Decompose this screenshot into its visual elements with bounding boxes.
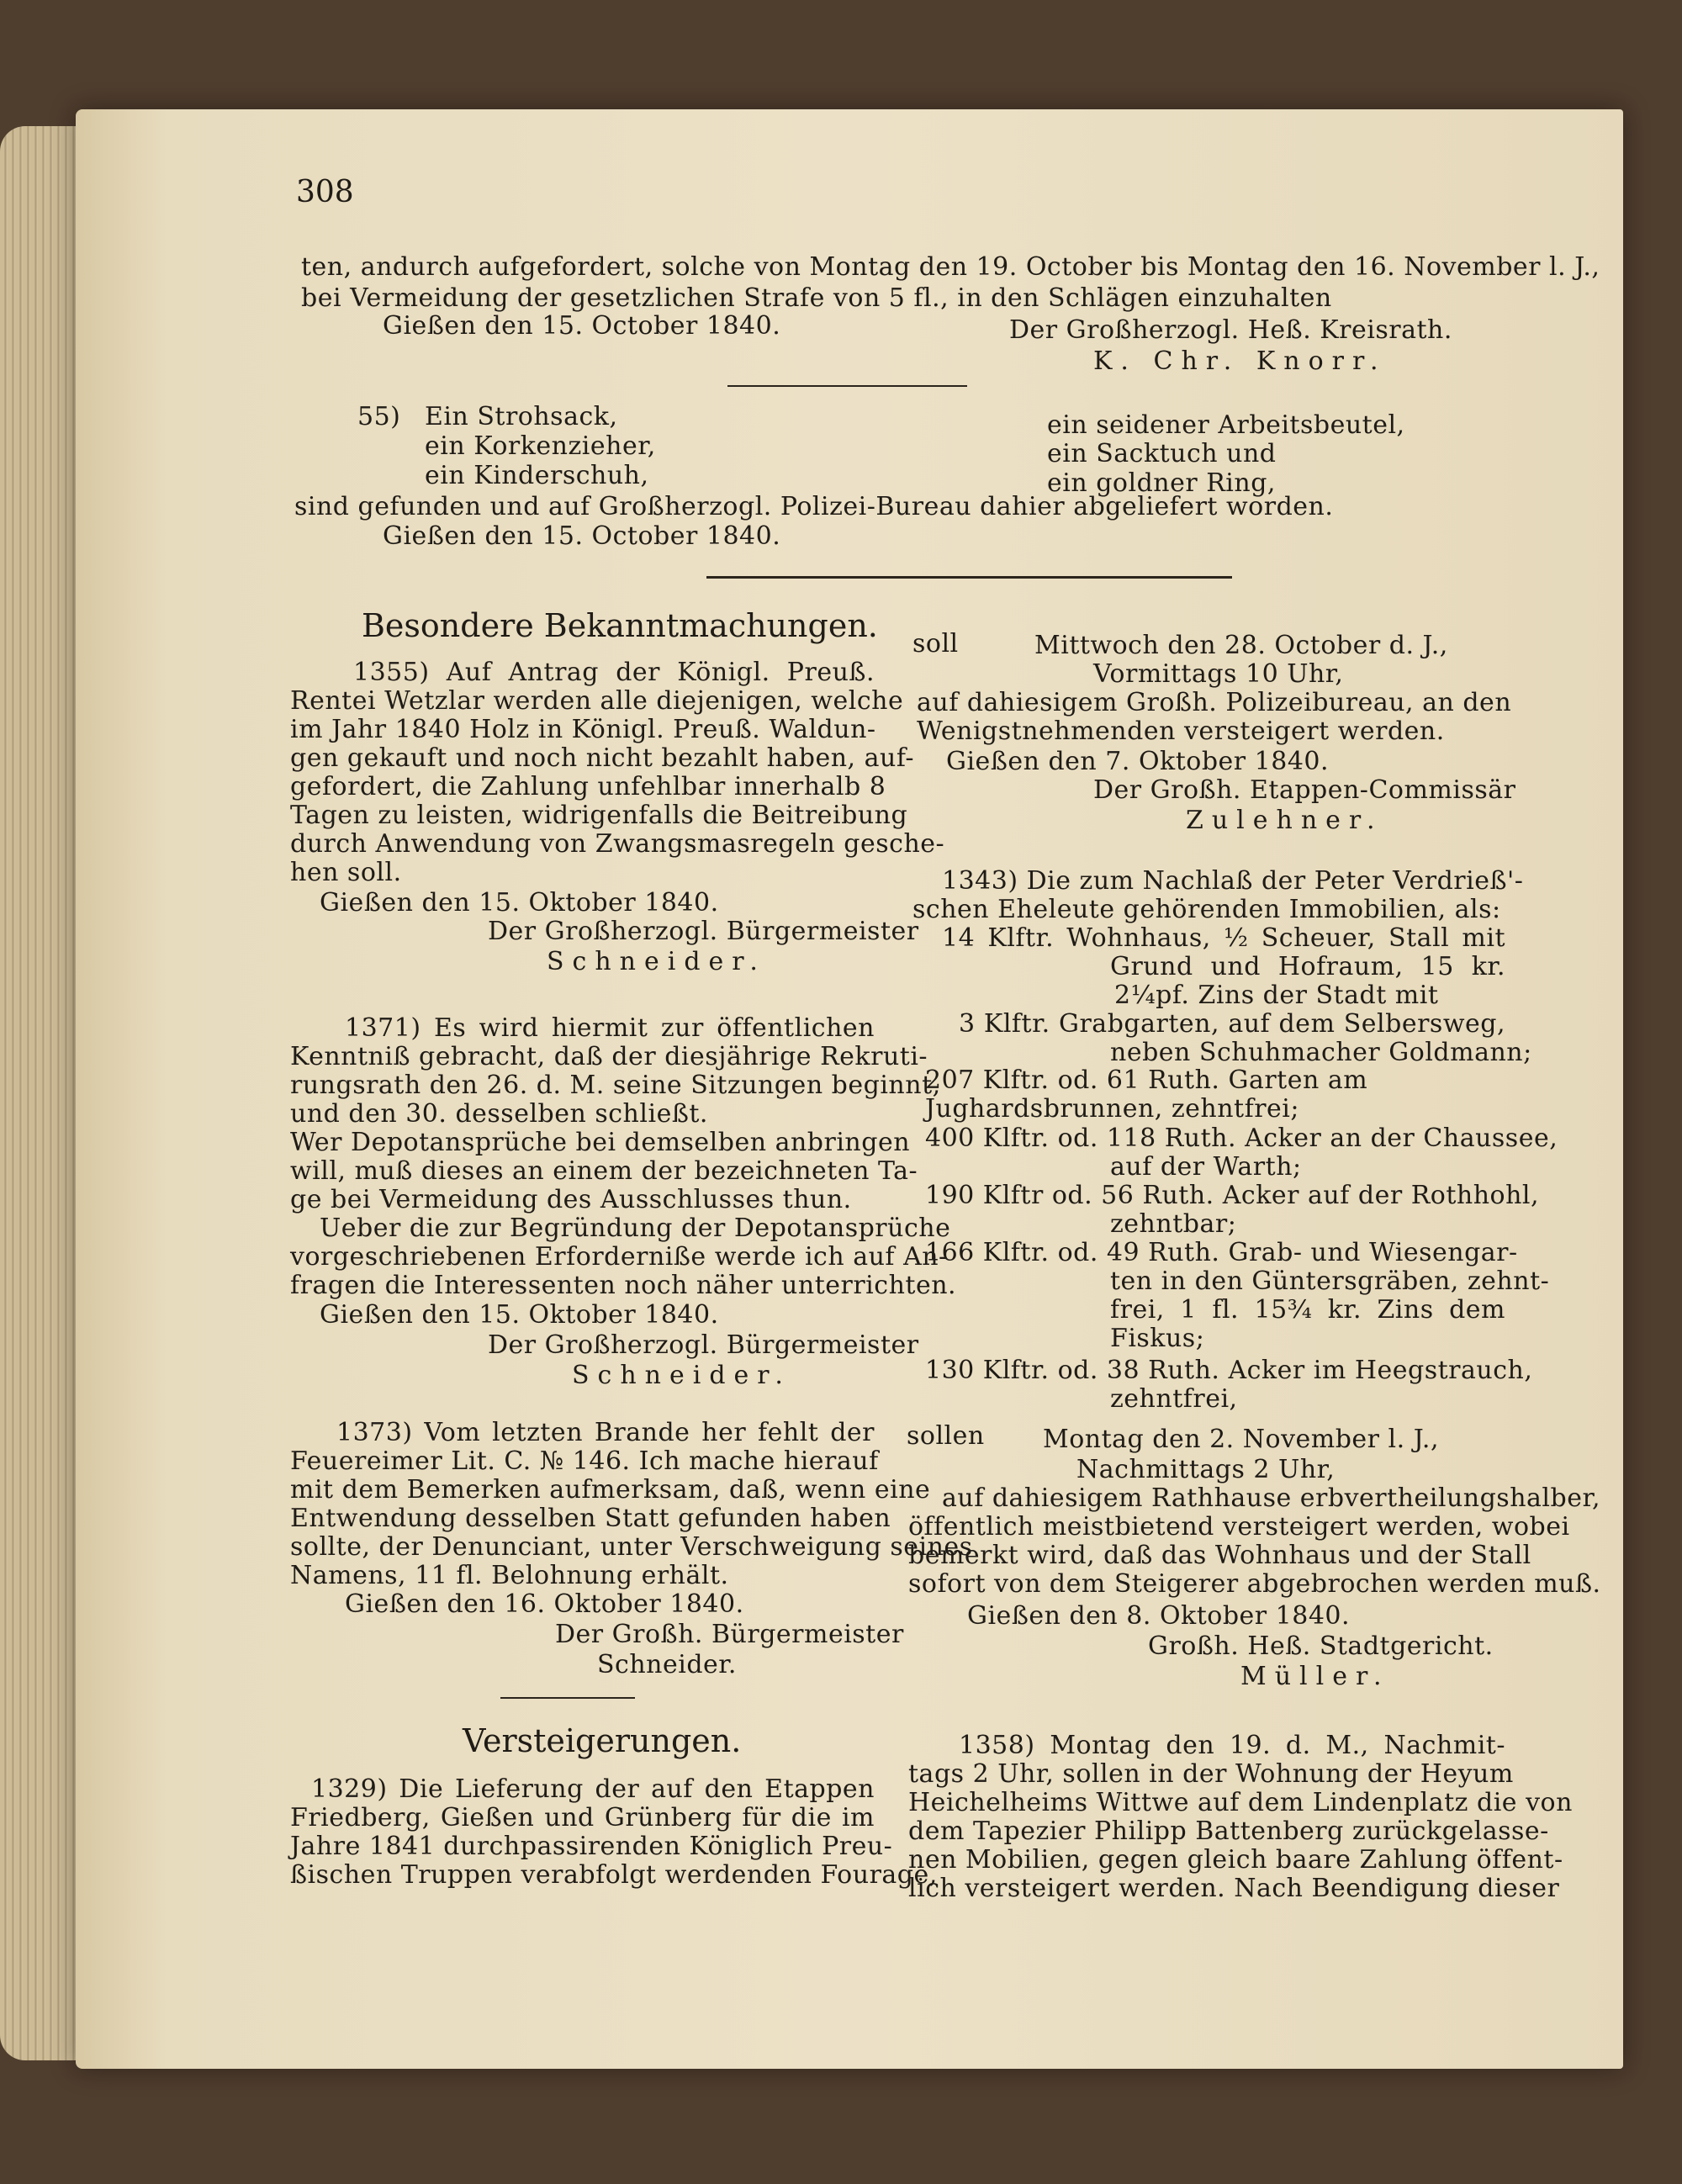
property-line: auf der Warth; <box>1110 1152 1302 1182</box>
text-line: 1355) Auf Antrag der Königl. Preuß. <box>353 658 875 687</box>
text-line: Namens, 11 fl. Belohnung erhält. <box>290 1561 729 1590</box>
top-notice-line: ten, andurch aufgefordert, solche von Montag den 19. October bis Montag den 16. November l. J., <box>301 252 1600 282</box>
notice-office: Der Großh. Bürgermeister <box>555 1620 904 1649</box>
notice-date: Gießen den 15. Oktober 1840. <box>320 1300 719 1330</box>
text-line: öffentlich meistbietend versteigert werden, wobei <box>908 1512 1570 1541</box>
text-line: ge bei Vermeidung des Ausschlusses thun. <box>290 1185 852 1214</box>
text-line: Rentei Wetzlar werden alle diejenigen, welche <box>290 686 904 716</box>
notice-date: Gießen den 16. Oktober 1840. <box>345 1589 744 1619</box>
found-item: ein goldner Ring, <box>1047 468 1276 498</box>
text-line: 1358) Montag den 19. d. M., Nachmit- <box>959 1731 1505 1760</box>
text-line: gen gekauft und noch nicht bezahlt haben, auf- <box>290 743 915 773</box>
notice-signer: Müller. <box>1240 1662 1390 1691</box>
notice-date: Gießen den 8. Oktober 1840. <box>967 1601 1351 1631</box>
text-line: will, muß dieses an einem der bezeichneten Ta- <box>290 1156 918 1186</box>
notice-signer: Zulehner. <box>1186 806 1383 835</box>
text-line: sollte, der Denunciant, unter Verschweigung seines <box>290 1532 973 1562</box>
text-line: Entwendung desselben Statt gefunden haben <box>290 1504 891 1533</box>
text-line: gefordert, die Zahlung unfehlbar innerhalb 8 <box>290 772 886 801</box>
top-notice-line: bei Vermeidung der gesetzlichen Strafe von 5 fl., in den Schlägen einzuhalten <box>301 283 1332 313</box>
text-line: nen Mobilien, gegen gleich baare Zahlung öffent- <box>908 1845 1563 1875</box>
text-line: Kenntniß gebracht, daß der diesjährige Rekruti- <box>290 1042 928 1071</box>
text-line: 1343) Die zum Nachlaß der Peter Verdrieß'- <box>942 866 1524 896</box>
notice-signer: Schneider. <box>597 1650 737 1679</box>
notice-office: Der Großh. Etappen-Commissär <box>1093 775 1516 805</box>
text-line: fragen die Interessenten noch näher unterrichten. <box>290 1271 957 1300</box>
text-line: Friedberg, Gießen und Grünberg für die im <box>290 1803 875 1832</box>
property-line: 190 Klftr od. 56 Ruth. Acker auf der Rothhohl, <box>925 1181 1540 1210</box>
found-item: Ein Strohsack, <box>425 402 618 431</box>
text-line: Montag den 2. November l. J., <box>1043 1425 1439 1454</box>
property-line: neben Schuhmacher Goldmann; <box>1110 1038 1532 1067</box>
property-line: zehntbar; <box>1110 1209 1237 1239</box>
text-line: Mittwoch den 28. October d. J., <box>1034 631 1448 660</box>
property-line: Fiskus; <box>1110 1324 1205 1353</box>
text-line: Ueber die zur Begründung der Depotansprüche <box>320 1214 951 1243</box>
property-line: 130 Klftr. od. 38 Ruth. Acker im Heegstrauch, <box>925 1356 1533 1385</box>
text-line: vorgeschriebenen Erforderniße werde ich auf An- <box>290 1242 948 1272</box>
found-item: ein Korkenzieher, <box>425 431 656 461</box>
text-line: auf dahiesigem Rathhause erbvertheilungshalber, <box>942 1483 1601 1513</box>
notice-date: Gießen den 7. Oktober 1840. <box>946 747 1330 776</box>
text-line: auf dahiesigem Großh. Polizeibureau, an den <box>917 688 1512 717</box>
property-line: 2¼pf. Zins der Stadt mit <box>1114 981 1439 1010</box>
text-line: tags 2 Uhr, sollen in der Wohnung der Heyum <box>908 1759 1514 1789</box>
property-line: 207 Klftr. od. 61 Ruth. Garten am Jughardsbrunnen, zehntfrei; <box>925 1066 1368 1124</box>
text-line: rungsrath den 26. d. M. seine Sitzungen beginnt, <box>290 1071 941 1100</box>
top-notice-date: Gießen den 15. October 1840. <box>383 311 781 341</box>
property-line: Grund und Hofraum, 15 kr. <box>1110 952 1505 981</box>
text-line: bemerkt wird, daß das Wohnhaus und der Stall <box>908 1541 1531 1570</box>
property-line: zehntfrei, <box>1110 1384 1238 1414</box>
text-line: sofort von dem Steigerer abgebrochen werden muß. <box>908 1569 1601 1599</box>
section-heading-auctions: Versteigerungen. <box>463 1722 742 1759</box>
text-line: Heichelheims Wittwe auf dem Lindenplatz die von <box>908 1788 1573 1817</box>
text-line: dem Tapezier Philipp Battenberg zurückgelasse- <box>908 1816 1549 1846</box>
found-items-statement: sind gefunden und auf Großherzogl. Polizei-Bureau dahier abgeliefert worden. <box>294 492 1334 521</box>
text-line: Wenigstnehmenden versteigert werden. <box>917 717 1445 746</box>
text-line: 1373) Vom letzten Brande her fehlt der <box>336 1418 875 1447</box>
property-line: frei, 1 fl. 15¾ kr. Zins dem <box>1110 1295 1505 1325</box>
text-line: im Jahr 1840 Holz in Königl. Preuß. Waldun- <box>290 715 876 744</box>
found-item: ein Kinderschuh, <box>425 461 649 490</box>
found-item: ein Sacktuch und <box>1047 439 1277 468</box>
text-line: durch Anwendung von Zwangsmasregeln gesche- <box>290 829 945 859</box>
notice-date: Gießen den 15. Oktober 1840. <box>320 888 719 917</box>
text-line: und den 30. desselben schließt. <box>290 1099 708 1129</box>
property-line: 400 Klftr. od. 118 Ruth. Acker an der Chaussee, <box>925 1124 1558 1153</box>
separator-rule <box>727 385 967 387</box>
top-notice-signer: K. Chr. Knorr. <box>1093 346 1387 376</box>
notice-office: Großh. Heß. Stadtgericht. <box>1148 1631 1494 1661</box>
property-line: 166 Klftr. od. 49 Ruth. Grab- und Wiesengar- <box>925 1238 1518 1267</box>
property-line: ten in den Güntersgräben, zehnt- <box>1110 1267 1550 1296</box>
notice-signer: Schneider. <box>572 1361 791 1390</box>
found-item: ein seidener Arbeitsbeutel, <box>1047 410 1405 440</box>
text-line: ßischen Truppen verabfolgt werdenden Fourage, <box>290 1860 938 1890</box>
text-line: mit dem Bemerken aufmerksam, daß, wenn eine <box>290 1475 931 1504</box>
top-notice-office: Der Großherzogl. Heß. Kreisrath. <box>1009 315 1452 345</box>
text-line: sollen <box>907 1421 985 1451</box>
text-line: Jahre 1841 durchpassirenden Königlich Preu- <box>290 1832 893 1861</box>
text-line: hen soll. <box>290 858 402 887</box>
separator-rule <box>500 1697 635 1699</box>
text-line: Wer Depotansprüche bei demselben anbringen <box>290 1128 911 1157</box>
property-line: 3 Klftr. Grabgarten, auf dem Selbersweg, <box>959 1009 1505 1039</box>
notice-office: Der Großherzogl. Bürgermeister <box>488 1330 919 1360</box>
text-line: Vormittags 10 Uhr, <box>1093 659 1344 689</box>
text-line: soll <box>912 629 959 658</box>
notice-signer: Schneider. <box>547 947 766 976</box>
text-line: Feuereimer Lit. C. № 146. Ich mache hierauf <box>290 1446 879 1476</box>
text-line: 1329) Die Lieferung der auf den Etappen <box>311 1774 875 1804</box>
property-line: 14 Klftr. Wohnhaus, ½ Scheuer, Stall mit <box>942 923 1505 953</box>
text-line: lich versteigert werden. Nach Beendigung dieser <box>908 1874 1560 1903</box>
text-line: 1371) Es wird hiermit zur öffentlichen <box>345 1013 875 1043</box>
text-line: schen Eheleute gehörenden Immobilien, als: <box>912 895 1501 924</box>
text-line: Nachmittags 2 Uhr, <box>1076 1455 1336 1484</box>
text-line: Tagen zu leisten, widrigenfalls die Beitreibung <box>290 801 908 830</box>
separator-rule <box>706 576 1232 579</box>
page-number: 308 <box>296 175 354 209</box>
section-heading-special-notices: Besondere Bekanntmachungen. <box>362 607 878 644</box>
found-items-date: Gießen den 15. October 1840. <box>383 521 781 551</box>
notice-office: Der Großherzogl. Bürgermeister <box>488 917 919 946</box>
found-items-number: 55) <box>357 402 401 431</box>
